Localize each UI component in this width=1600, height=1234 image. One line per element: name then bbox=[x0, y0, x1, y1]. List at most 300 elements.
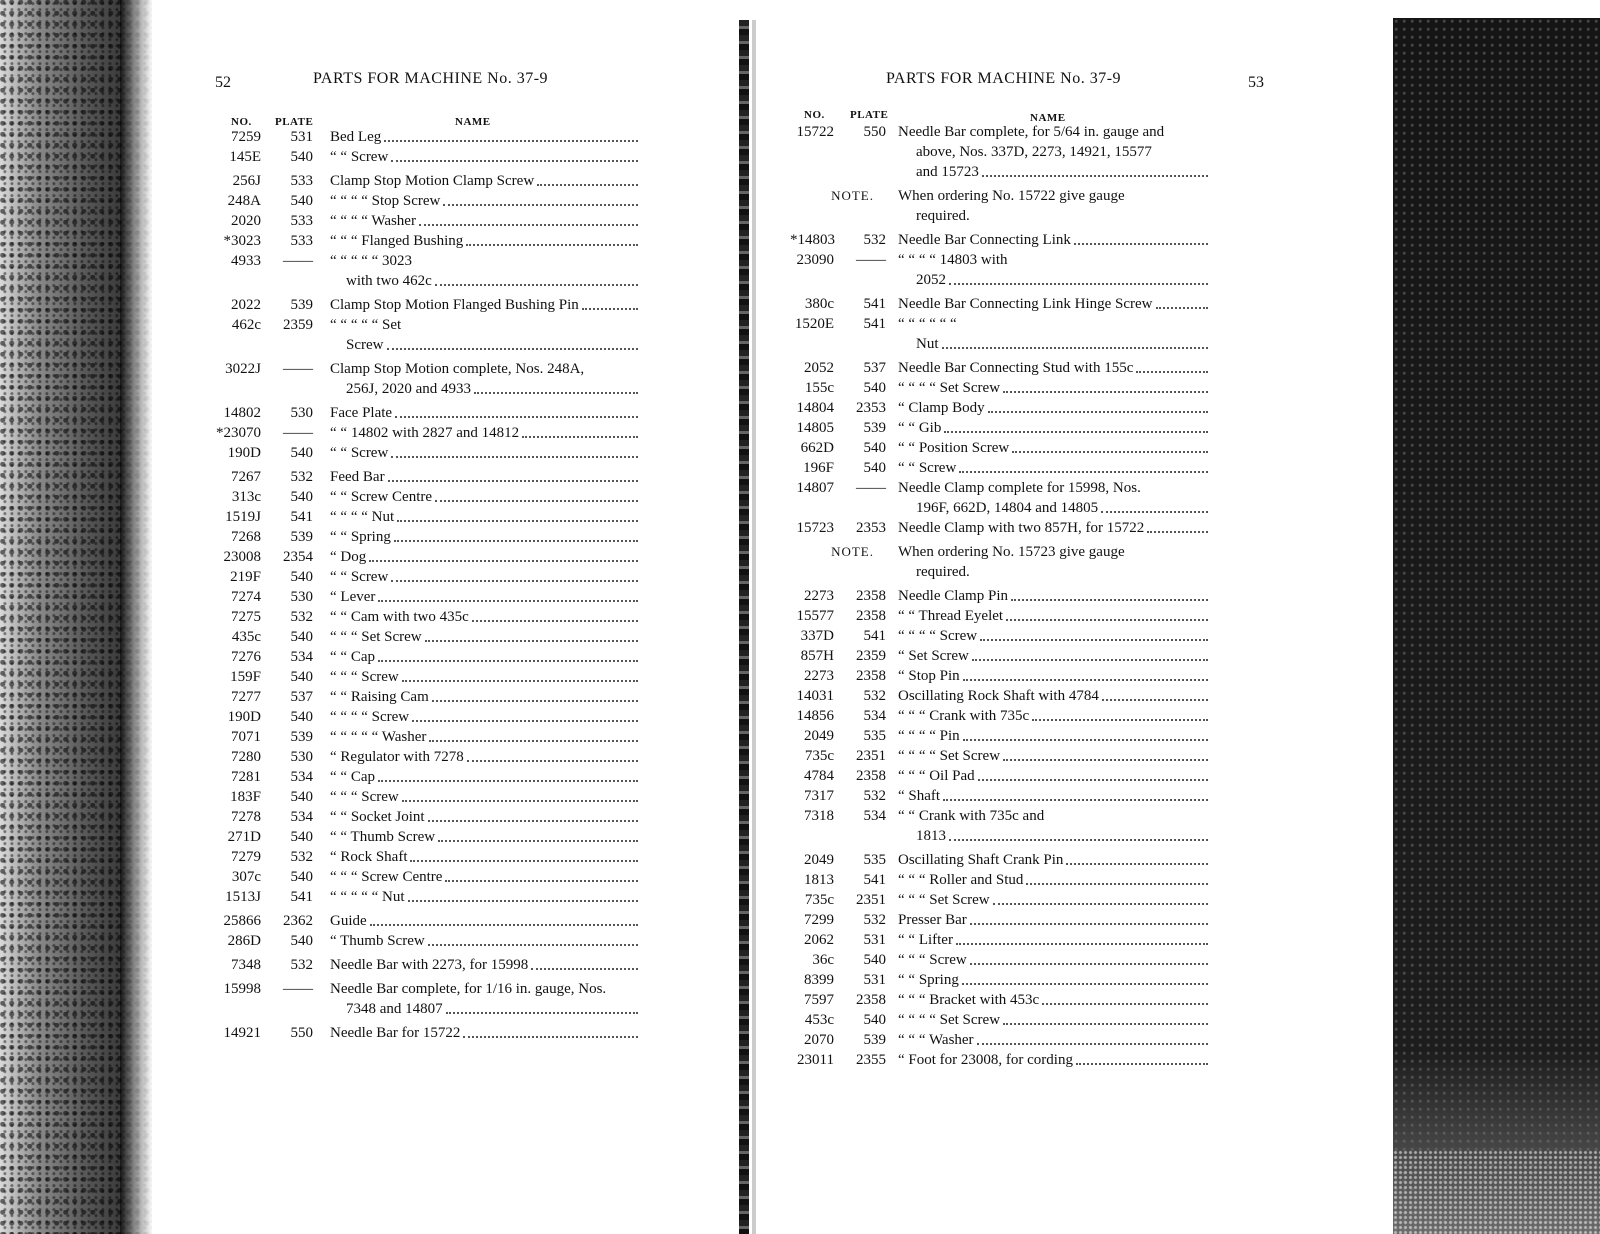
part-name: “ “ “ Crank with 735c bbox=[898, 706, 1210, 726]
dot-leader bbox=[993, 903, 1208, 905]
plate-number: 537 bbox=[290, 689, 313, 705]
plate-number: 539 bbox=[290, 729, 313, 745]
part-number: 190D bbox=[227, 445, 261, 461]
plate-number: 2359 bbox=[283, 317, 313, 333]
part-number: 2052 bbox=[804, 360, 834, 376]
table-row bbox=[205, 827, 657, 847]
part-number: 735c bbox=[804, 748, 834, 764]
note-label: NOTE. bbox=[831, 544, 874, 559]
plate-number: 539 bbox=[863, 1032, 886, 1048]
table-row bbox=[790, 746, 1290, 766]
table-row bbox=[205, 767, 657, 787]
part-name: Needle Clamp with two 857H, for 15722 bbox=[898, 518, 1210, 538]
part-name: “ “ “ “ Nut bbox=[330, 507, 640, 527]
dot-leader bbox=[1003, 391, 1208, 393]
dot-leader bbox=[388, 480, 638, 482]
dot-leader bbox=[949, 283, 1208, 285]
table-row bbox=[205, 627, 657, 647]
table-row bbox=[205, 847, 657, 867]
part-number: 7318 bbox=[804, 808, 834, 824]
table-row bbox=[790, 666, 1290, 686]
plate-number: 541 bbox=[863, 296, 886, 312]
part-number: 7279 bbox=[231, 849, 261, 865]
plate-number: 539 bbox=[290, 529, 313, 545]
dot-leader bbox=[943, 799, 1208, 801]
part-number: 190D bbox=[227, 709, 261, 725]
part-name: “ “ “ “ “ 3023 bbox=[330, 253, 413, 269]
plate-number: 540 bbox=[863, 380, 886, 396]
part-name: “ “ “ Oil Pad bbox=[898, 766, 1210, 786]
dot-leader bbox=[369, 560, 638, 562]
table-row bbox=[790, 890, 1290, 910]
part-number: 662D bbox=[800, 440, 834, 456]
table-row bbox=[205, 547, 657, 567]
part-number: 7274 bbox=[231, 589, 261, 605]
part-number: 2022 bbox=[231, 297, 261, 313]
part-number: 256J bbox=[232, 173, 261, 189]
plate-number: 540 bbox=[290, 829, 313, 845]
table-row bbox=[205, 727, 657, 747]
part-name-continuation: 196F, 662D, 14804 and 14805 bbox=[916, 498, 1210, 518]
table-row bbox=[205, 443, 657, 463]
part-name: When ordering No. 15723 give gauge bbox=[898, 544, 1125, 560]
part-name: Clamp Stop Motion complete, Nos. 248A, bbox=[330, 361, 585, 377]
part-name: Needle Bar Connecting Link bbox=[898, 230, 1210, 250]
plate-number: 532 bbox=[863, 688, 886, 704]
part-name: “ “ “ “ “ Nut bbox=[330, 887, 640, 907]
plate-number: 540 bbox=[290, 869, 313, 885]
part-name: “ “ Cap bbox=[330, 647, 640, 667]
plate-number: 533 bbox=[290, 213, 313, 229]
part-name: Needle Clamp Pin bbox=[898, 586, 1210, 606]
plate-number: 540 bbox=[290, 669, 313, 685]
plate-number: 2362 bbox=[283, 913, 313, 929]
table-row bbox=[790, 706, 1290, 726]
plate-number: 550 bbox=[290, 1025, 313, 1041]
table-row bbox=[205, 955, 657, 975]
dot-leader bbox=[963, 679, 1208, 681]
part-name: “ Set Screw bbox=[898, 646, 1210, 666]
part-number: 196F bbox=[803, 460, 834, 476]
table-row bbox=[790, 398, 1290, 418]
dot-leader bbox=[956, 943, 1208, 945]
dot-leader bbox=[1101, 511, 1208, 513]
dot-leader bbox=[370, 924, 638, 926]
table-row bbox=[790, 806, 1290, 846]
part-name: “ “ Socket Joint bbox=[330, 807, 640, 827]
dot-leader bbox=[432, 700, 638, 702]
part-number: *3023 bbox=[223, 233, 261, 249]
plate-number: 2358 bbox=[856, 768, 886, 784]
table-row bbox=[205, 127, 657, 147]
part-number: 7267 bbox=[231, 469, 261, 485]
dot-leader bbox=[944, 431, 1208, 433]
part-number: 462c bbox=[231, 317, 261, 333]
table-row bbox=[790, 870, 1290, 890]
table-row bbox=[205, 403, 657, 423]
part-number: 14921 bbox=[223, 1025, 261, 1041]
table-row bbox=[790, 122, 1290, 182]
table-row bbox=[790, 950, 1290, 970]
column-header-name: NAME bbox=[455, 116, 491, 128]
part-name-continuation: Nut bbox=[916, 334, 1210, 354]
table-row bbox=[205, 911, 657, 931]
plate-number: 540 bbox=[863, 440, 886, 456]
part-name: “ “ “ “ “ Set bbox=[330, 317, 402, 333]
part-number: 7280 bbox=[231, 749, 261, 765]
part-number: 271D bbox=[227, 829, 261, 845]
dot-leader bbox=[1136, 371, 1208, 373]
plate-number: 534 bbox=[290, 649, 313, 665]
column-header-name: NAME bbox=[1030, 112, 1066, 124]
part-number: 145E bbox=[229, 149, 261, 165]
part-number: 2020 bbox=[231, 213, 261, 229]
book-gutter bbox=[739, 20, 749, 1234]
plate-number: 532 bbox=[290, 849, 313, 865]
plate-number: 2358 bbox=[856, 588, 886, 604]
part-name: “ “ Screw bbox=[330, 443, 640, 463]
plate-number: 537 bbox=[863, 360, 886, 376]
part-number: 7278 bbox=[231, 809, 261, 825]
part-name: Needle Bar Connecting Stud with 155c bbox=[898, 358, 1210, 378]
page-number: 53 bbox=[1248, 74, 1264, 91]
part-number: 1513J bbox=[225, 889, 261, 905]
part-number: 2273 bbox=[804, 668, 834, 684]
part-number: 7259 bbox=[231, 129, 261, 145]
part-number: 380c bbox=[804, 296, 834, 312]
part-number: 4784 bbox=[804, 768, 834, 784]
part-name: “ “ Cap bbox=[330, 767, 640, 787]
dot-leader bbox=[384, 140, 638, 142]
table-row bbox=[205, 647, 657, 667]
table-row bbox=[205, 707, 657, 727]
part-name-continuation: 2052 bbox=[916, 270, 1210, 290]
table-row bbox=[790, 606, 1290, 626]
table-row bbox=[205, 487, 657, 507]
plate-number: 541 bbox=[290, 509, 313, 525]
plate-number: 2359 bbox=[856, 648, 886, 664]
part-number: 7277 bbox=[231, 689, 261, 705]
dot-leader bbox=[963, 739, 1208, 741]
part-name-continuation: Screw bbox=[346, 335, 640, 355]
part-number: 435c bbox=[231, 629, 261, 645]
table-row bbox=[205, 251, 657, 291]
dot-leader bbox=[978, 779, 1208, 781]
dot-leader bbox=[1066, 863, 1208, 865]
plate-number: 534 bbox=[290, 809, 313, 825]
dot-leader bbox=[522, 436, 638, 438]
plate-number: 532 bbox=[863, 232, 886, 248]
part-name: “ “ Raising Cam bbox=[330, 687, 640, 707]
plate-number: 540 bbox=[863, 952, 886, 968]
plate-number: 2358 bbox=[856, 668, 886, 684]
part-name-continuation: 1813 bbox=[916, 826, 1210, 846]
plate-number: 540 bbox=[290, 629, 313, 645]
plate-number: 540 bbox=[290, 149, 313, 165]
table-row bbox=[205, 979, 657, 1019]
column-header-no: NO. bbox=[231, 116, 252, 128]
table-row bbox=[790, 250, 1290, 290]
part-name: “ Regulator with 7278 bbox=[330, 747, 640, 767]
table-row bbox=[790, 1010, 1290, 1030]
table-row bbox=[205, 587, 657, 607]
dot-leader bbox=[537, 184, 638, 186]
dot-leader bbox=[410, 860, 638, 862]
plate-number: 2351 bbox=[856, 748, 886, 764]
plate-number: 541 bbox=[863, 316, 886, 332]
table-row bbox=[205, 211, 657, 231]
scan-left-edge bbox=[0, 0, 152, 1234]
plate-number: 541 bbox=[863, 872, 886, 888]
part-name: “ Lever bbox=[330, 587, 640, 607]
plate-number: 532 bbox=[290, 609, 313, 625]
dot-leader bbox=[472, 620, 638, 622]
plate-number: 2358 bbox=[856, 608, 886, 624]
table-row bbox=[790, 726, 1290, 746]
plate-number: 532 bbox=[290, 957, 313, 973]
part-name: “ “ Crank with 735c and bbox=[898, 808, 1045, 824]
dot-leader bbox=[1003, 1023, 1208, 1025]
table-row bbox=[205, 687, 657, 707]
table-row bbox=[205, 191, 657, 211]
part-number: 2273 bbox=[804, 588, 834, 604]
part-name: Needle Bar complete, for 5/64 in. gauge and bbox=[898, 124, 1165, 140]
page-number: 52 bbox=[215, 74, 231, 91]
dot-leader bbox=[1003, 759, 1208, 761]
part-name: Oscillating Shaft Crank Pin bbox=[898, 850, 1210, 870]
table-row bbox=[205, 171, 657, 191]
running-head: PARTS FOR MACHINE No. 37-9 bbox=[313, 70, 549, 87]
table-row bbox=[790, 786, 1290, 806]
part-number: 15998 bbox=[223, 981, 261, 997]
plate-number: 540 bbox=[290, 445, 313, 461]
table-row bbox=[790, 1050, 1290, 1070]
scan-right-edge bbox=[1393, 18, 1600, 1234]
part-name: “ Rock Shaft bbox=[330, 847, 640, 867]
part-name: “ “ “ Screw Centre bbox=[330, 867, 640, 887]
part-name: “ “ “ “ Screw bbox=[898, 626, 1210, 646]
dot-leader bbox=[531, 968, 638, 970]
part-name: Feed Bar bbox=[330, 467, 640, 487]
part-number: 14856 bbox=[796, 708, 834, 724]
dot-leader bbox=[1042, 1003, 1208, 1005]
plate-number: 540 bbox=[290, 489, 313, 505]
table-row bbox=[205, 807, 657, 827]
dot-leader bbox=[428, 820, 638, 822]
part-name: “ “ Thread Eyelet bbox=[898, 606, 1210, 626]
dot-leader bbox=[446, 1012, 638, 1014]
plate-number: —— bbox=[283, 253, 313, 269]
table-row bbox=[205, 747, 657, 767]
part-number: 337D bbox=[800, 628, 834, 644]
parts-list bbox=[790, 122, 1290, 1070]
dot-leader bbox=[397, 520, 638, 522]
plate-number: —— bbox=[856, 480, 886, 496]
part-number: 286D bbox=[227, 933, 261, 949]
part-name: “ “ Spring bbox=[330, 527, 640, 547]
part-number: 25866 bbox=[223, 913, 261, 929]
table-row bbox=[205, 667, 657, 687]
plate-number: 2353 bbox=[856, 400, 886, 416]
part-number: *14803 bbox=[790, 232, 835, 248]
dot-leader bbox=[378, 600, 638, 602]
part-name: “ Clamp Body bbox=[898, 398, 1210, 418]
scan-right-edge-noise bbox=[1393, 1150, 1600, 1234]
part-number: 36c bbox=[812, 952, 834, 968]
table-row bbox=[205, 147, 657, 167]
part-name: Needle Bar complete, for 1/16 in. gauge, Nos. bbox=[330, 981, 607, 997]
part-name-continuation: and 15723 bbox=[916, 162, 1210, 182]
part-name: “ “ Screw bbox=[330, 147, 640, 167]
plate-number: 541 bbox=[863, 628, 886, 644]
part-number: 2062 bbox=[804, 932, 834, 948]
table-row bbox=[205, 867, 657, 887]
running-head: PARTS FOR MACHINE No. 37-9 bbox=[886, 70, 1122, 87]
table-row bbox=[790, 1030, 1290, 1050]
part-name: Clamp Stop Motion Flanged Bushing Pin bbox=[330, 295, 640, 315]
part-number: 14031 bbox=[796, 688, 834, 704]
plate-number: 540 bbox=[863, 1012, 886, 1028]
part-name: “ “ Screw bbox=[898, 458, 1210, 478]
dot-leader bbox=[378, 660, 638, 662]
plate-number: 532 bbox=[863, 788, 886, 804]
note-label: NOTE. bbox=[831, 188, 874, 203]
dot-leader bbox=[1032, 719, 1208, 721]
dot-leader bbox=[378, 780, 638, 782]
part-name: “ “ “ “ Set Screw bbox=[898, 746, 1210, 766]
part-number: 7348 bbox=[231, 957, 261, 973]
part-name-continuation: above, Nos. 337D, 2273, 14921, 15577 bbox=[916, 144, 1152, 160]
part-name: “ “ “ “ Washer bbox=[330, 211, 640, 231]
plate-number: 535 bbox=[863, 852, 886, 868]
part-number: 4933 bbox=[231, 253, 261, 269]
dot-leader bbox=[387, 348, 639, 350]
part-name: “ “ 14802 with 2827 and 14812 bbox=[330, 423, 640, 443]
plate-number: 539 bbox=[290, 297, 313, 313]
dot-leader bbox=[1074, 243, 1208, 245]
table-row bbox=[790, 990, 1290, 1010]
dot-leader bbox=[466, 244, 638, 246]
part-number: 7281 bbox=[231, 769, 261, 785]
left-page bbox=[205, 0, 657, 1234]
part-number: 453c bbox=[804, 1012, 834, 1028]
part-name: “ “ “ “ “ “ bbox=[898, 316, 957, 332]
dot-leader bbox=[428, 944, 638, 946]
dot-leader bbox=[1026, 883, 1208, 885]
plate-number: 2351 bbox=[856, 892, 886, 908]
part-name: “ “ Screw Centre bbox=[330, 487, 640, 507]
part-name: “ Stop Pin bbox=[898, 666, 1210, 686]
table-row bbox=[205, 527, 657, 547]
part-name: “ “ “ “ Stop Screw bbox=[330, 191, 640, 211]
dot-leader bbox=[582, 308, 638, 310]
table-row bbox=[790, 458, 1290, 478]
table-row bbox=[205, 607, 657, 627]
part-number: 15722 bbox=[796, 124, 834, 140]
part-number: 1520E bbox=[794, 316, 834, 332]
plate-number: 540 bbox=[290, 709, 313, 725]
plate-number: 540 bbox=[863, 460, 886, 476]
part-number: 857H bbox=[800, 648, 834, 664]
part-name: “ “ “ Bracket with 453c bbox=[898, 990, 1210, 1010]
dot-leader bbox=[419, 224, 638, 226]
dot-leader bbox=[394, 540, 638, 542]
part-name: Clamp Stop Motion Clamp Screw bbox=[330, 171, 640, 191]
part-number: 7597 bbox=[804, 992, 834, 1008]
part-number: 7268 bbox=[231, 529, 261, 545]
dot-leader bbox=[1006, 619, 1208, 621]
part-name: Face Plate bbox=[330, 403, 640, 423]
part-name: “ “ “ Screw bbox=[330, 787, 640, 807]
part-number: 14805 bbox=[796, 420, 834, 436]
part-number: 7317 bbox=[804, 788, 834, 804]
dot-leader bbox=[977, 1043, 1208, 1045]
part-name: Guide bbox=[330, 911, 640, 931]
dot-leader bbox=[1156, 307, 1208, 309]
part-number: 15577 bbox=[796, 608, 834, 624]
column-header-plate: PLATE bbox=[275, 116, 314, 128]
part-number: 219F bbox=[230, 569, 261, 585]
dot-leader bbox=[1012, 451, 1208, 453]
dot-leader bbox=[429, 740, 638, 742]
table-row bbox=[205, 231, 657, 251]
dot-leader bbox=[443, 204, 638, 206]
table-row bbox=[205, 887, 657, 907]
part-name: “ “ “ Flanged Bushing bbox=[330, 231, 640, 251]
part-name: “ “ Spring bbox=[898, 970, 1210, 990]
part-number: 23011 bbox=[797, 1052, 834, 1068]
part-name: “ “ Lifter bbox=[898, 930, 1210, 950]
part-name-continuation: 256J, 2020 and 4933 bbox=[346, 379, 640, 399]
table-row bbox=[790, 314, 1290, 354]
part-number: 23008 bbox=[223, 549, 261, 565]
part-name-continuation: with two 462c bbox=[346, 271, 640, 291]
part-name: “ Dog bbox=[330, 547, 640, 567]
part-number: 8399 bbox=[804, 972, 834, 988]
part-name: “ “ “ “ Screw bbox=[330, 707, 640, 727]
table-row bbox=[790, 230, 1290, 250]
plate-number: 530 bbox=[290, 405, 313, 421]
plate-number: 531 bbox=[863, 932, 886, 948]
plate-number: 530 bbox=[290, 589, 313, 605]
plate-number: 531 bbox=[290, 129, 313, 145]
part-name: Needle Bar with 2273, for 15998 bbox=[330, 955, 640, 975]
dot-leader bbox=[391, 160, 638, 162]
plate-number: —— bbox=[283, 981, 313, 997]
dot-leader bbox=[942, 347, 1209, 349]
table-row bbox=[790, 850, 1290, 870]
plate-number: 531 bbox=[863, 972, 886, 988]
part-number: 7071 bbox=[231, 729, 261, 745]
table-row bbox=[790, 686, 1290, 706]
dot-leader bbox=[391, 580, 638, 582]
dot-leader bbox=[982, 175, 1208, 177]
part-name: “ “ “ Screw bbox=[330, 667, 640, 687]
table-row bbox=[790, 930, 1290, 950]
right-page bbox=[790, 0, 1290, 1234]
part-name: “ “ “ “ Set Screw bbox=[898, 378, 1210, 398]
part-name: “ Thumb Screw bbox=[330, 931, 640, 951]
dot-leader bbox=[970, 963, 1208, 965]
part-name: “ “ Thumb Screw bbox=[330, 827, 640, 847]
table-row bbox=[790, 586, 1290, 606]
dot-leader bbox=[1011, 599, 1208, 601]
table-row bbox=[790, 646, 1290, 666]
table-row bbox=[790, 358, 1290, 378]
part-number: 159F bbox=[230, 669, 261, 685]
table-row bbox=[790, 626, 1290, 646]
part-name: “ “ “ Roller and Stud bbox=[898, 870, 1210, 890]
